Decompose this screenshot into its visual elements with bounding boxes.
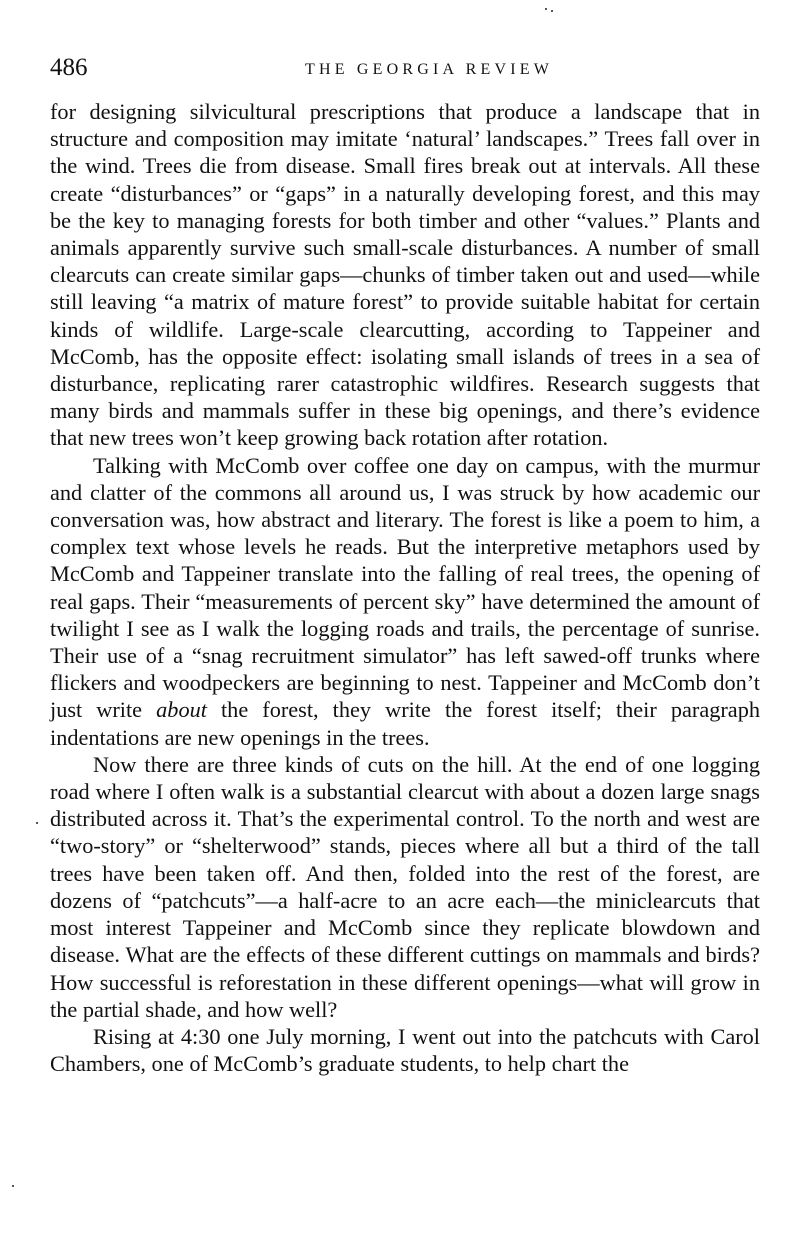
- paragraph-2: [50, 452, 760, 751]
- page-header: [50, 50, 760, 86]
- scan-speck: [545, 8, 547, 10]
- paragraph-2-end: the forest, they write the forest itself; their paragraph indentations are new openings in the trees.: [50, 697, 760, 750]
- running-head: THE GEORGIA REVIEW: [305, 61, 554, 78]
- paragraph-3: Now there are three kinds of cuts on the hill. At the end of one logging road where I often walk is a substantial clearcut with about a dozen large snags distributed across it. That’s the experimental control. To the north and west are “two-story” or “shelterwood” stands, pieces where all but a third of the tall trees have been taken off. And then, folded into the rest of the forest, are dozens of “patchcuts”—a half-acre to an acre each—the miniclearcuts that most interest Tappeiner and McComb since they replicate blowdown and disease. What are the effects of these different cuttings on mammals and birds? How successful is reforestation in these different openings—what will grow in the partial shade, and how well?: [50, 751, 760, 1022]
- body-text: [50, 98, 760, 1077]
- paragraph-2-text: Talking with McComb over coffee one day on campus, with the murmur and clatter of the commons all around us, I was struck by how academic our conversation was, how abstract and literary. The forest is like a poem to him, a complex text whose levels he reads. But the interpretive metaphors used by McComb and Tappeiner translate into the falling of real trees, the opening of real gaps. Their “measurements of percent sky” have determined the amount of twilight I see as I walk the logging roads and trails, the percentage of sunrise. Their use of a “snag recruitment simulator” has left sawed-off trunks where flickers and woodpeckers are beginning to nest. Tappeiner and McComb don’t just write: [50, 452, 760, 723]
- scan-speck: [12, 1185, 14, 1187]
- page-number: 486: [50, 54, 88, 81]
- paragraph-2-emphasis: about: [156, 697, 207, 723]
- paragraph-1: for designing silvicultural prescriptions that produce a landscape that in structure and composition may imitate ‘natural’ landscapes.” Trees fall over in the wind. Trees die from disease. Small fires break out at intervals. All these create “disturbances” or “gaps” in a naturally developing forest, and this may be the key to managing forests for both timber and other “values.” Plants and animals apparently survive such small-scale disturbances. A number of small clearcuts can create similar gaps—chunks of timber taken out and used—while still leaving “a matrix of mature forest” to provide suitable habitat for certain kinds of wildlife. Large-scale clearcutting, according to Tappeiner and McComb, has the opposite effect: isolating small islands of trees in a sea of disturbance, replicating rarer catastrophic wildfires. Research suggests that many birds and mammals suffer in these big openings, and there’s evidence that new trees won’t keep growing back rotation after rotation.: [50, 99, 760, 451]
- paragraph-4: Rising at 4:30 one July morning, I went out into the patchcuts with Carol Chambers, one of McComb’s graduate students, to help chart the: [50, 1023, 760, 1077]
- scan-speck: [36, 822, 38, 824]
- scan-speck: [551, 10, 553, 12]
